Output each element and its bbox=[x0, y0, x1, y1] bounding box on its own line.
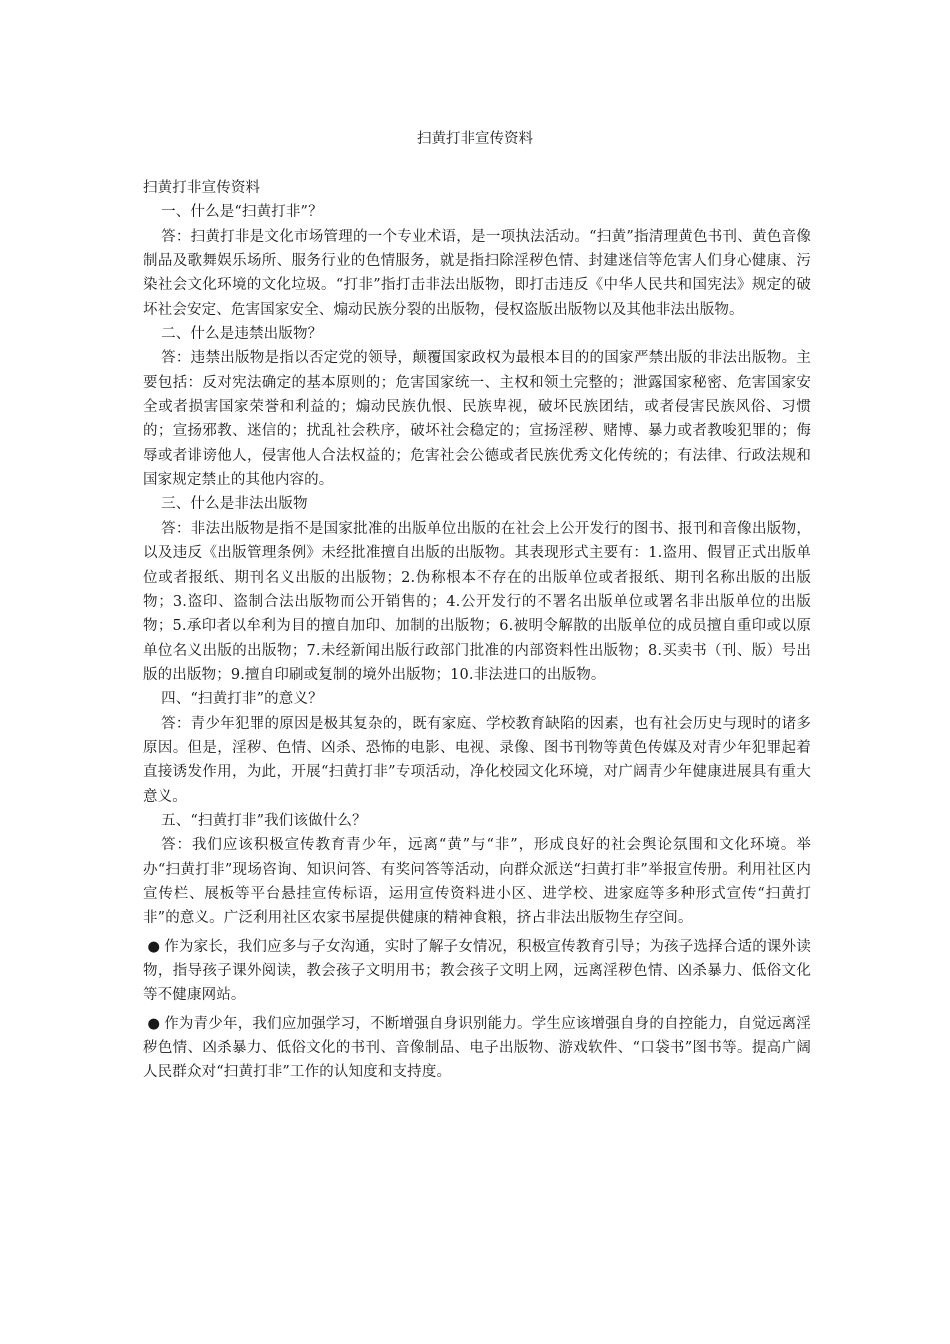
section-heading-3: 三、什么是非法出版物 bbox=[161, 496, 308, 513]
bullet-text: 作为青少年，我们应加强学习，不断增强自身识别能力。学生应该增强自身的自控能力，自觉远离淫秽色情、凶杀暴力、低俗文化的书刊、音像制品、电子出版物、游戏软件、“口袋书”图书等。提高广阔人民群众对“扫黄打非”工作的认知度和支持度。 bbox=[143, 1015, 811, 1081]
bullet-text: 作为家长，我们应多与子女沟通，实时了解子女情况，积极宣传教育引导；为孩子选择合适的课外读物，指导孩子课外阅读，教会孩子文明用书；教会孩子文明上网，远离淫秽色情、凶杀暴力、低俗文化等不健康网站。 bbox=[143, 938, 811, 1004]
answer-paragraph-5: 答：我们应该积极宣传教育青少年，远离“黄”与“非”，形成良好的社会舆论氛围和文化环境。举办“扫黄打非”现场咨询、知识问答、有奖问答等活动，向群众派送“扫黄打非”举报宣传册。利用社区内宣传栏、展板等平台悬挂宣传标语，运用宣传资料进小区、进学校、进家庭等多种形式宣传“扫黄打非”的意义。广泛利用社区农家书屋提供健康的精神食粮，挤占非法出版物生存空间。 bbox=[143, 837, 811, 927]
bullet-item-youth bbox=[143, 1012, 811, 1085]
answer-paragraph-4: 答：青少年犯罪的原因是极其复杂的，既有家庭、学校教育缺陷的因素，也有社会历史与现时的诸多原因。但是，淫秽、色情、凶杀、恐怖的电影、电视、录像、图书刊物等黄色传媒及对青少年犯罪起着直接诱发作用，为此，开展“扫黄打非”专项活动，净化校园文化环境，对广阔青少年健康进展具有重大意义。 bbox=[143, 715, 811, 805]
answer-paragraph-1: 答：扫黄打非是文化市场管理的一个专业术语，是一项执法活动。“扫黄”指清理黄色书刊、黄色音像制品及歌舞娱乐场所、服务行业的色情服务，就是指扫除淫秽色情、封建迷信等危害人们身心健康、污染社会文化环境的文化垃圾。“打非”指打击非法出版物，即打击违反《中华人民共和国宪法》规定的破坏社会安定、危害国家安全、煽动民族分裂的出版物，侵权盗版出版物以及其他非法出版物。 bbox=[143, 228, 811, 318]
document-subtitle: 扫黄打非宣传资料 bbox=[143, 180, 261, 196]
section-heading-4: 四、“扫黄打非”的意义？ bbox=[161, 691, 323, 708]
answer-paragraph-3: 答：非法出版物是指不是国家批准的出版单位出版的在社会上公开发行的图书、报刊和音像出版物，以及违反《出版管理条例》未经批准擅自出版的出版物。其表现形式主要有：1.盗用、假冒正式出版单位或者报纸、期刊名义出版的出版物；2.伪称根本不存在的出版单位或者报纸、期刊名称出版的出版物；3.盗印、盗制合法出版物而公开销售的；4.公开发行的不署名出版单位或署名非出版单位的出版物；5.承印者以牟利为目的擅自加印、加制的出版物；6.被明令解散的出版单位的成员擅自重印或以原单位名义出版的出版物；7.未经新闻出版行政部门批准的内部资料性出版物；8.买卖书（刊、版）号出版的出版物；9.擅自印刷或复制的境外出版物；10.非法进口的出版物。 bbox=[143, 520, 811, 683]
document-body bbox=[143, 176, 811, 1085]
bullet-icon: ● bbox=[147, 938, 161, 955]
section-heading-2: 二、什么是违禁出版物？ bbox=[161, 326, 323, 343]
bullet-icon: ● bbox=[147, 1015, 161, 1032]
bullet-item-parents bbox=[143, 935, 811, 1008]
section-heading-5: 五、“扫黄打非”我们该做什么？ bbox=[161, 812, 367, 829]
answer-paragraph-2: 答：违禁出版物是指以否定党的领导，颠覆国家政权为最根本目的的国家严禁出版的非法出版物。主要包括：反对宪法确定的基本原则的；危害国家统一、主权和领土完整的；泄露国家秘密、危害国家安全或者损害国家荣誉和利益的；煽动民族仇恨、民族卑视，破坏民族团结，或者侵害民族风俗、习惯的；宣扬邪教、迷信的；扰乱社会秩序，破坏社会稳定的；宣扬淫秽、赌博、暴力或者教唆犯罪的；侮辱或者诽谤他人，侵害他人合法权益的；危害社会公德或者民族优秀文化传统的；有法律、行政法规和国家规定禁止的其他内容的。 bbox=[143, 350, 811, 489]
document-title: 扫黄打非宣传资料 bbox=[417, 131, 533, 147]
section-heading-1: 一、什么是“扫黄打非”？ bbox=[161, 204, 323, 221]
